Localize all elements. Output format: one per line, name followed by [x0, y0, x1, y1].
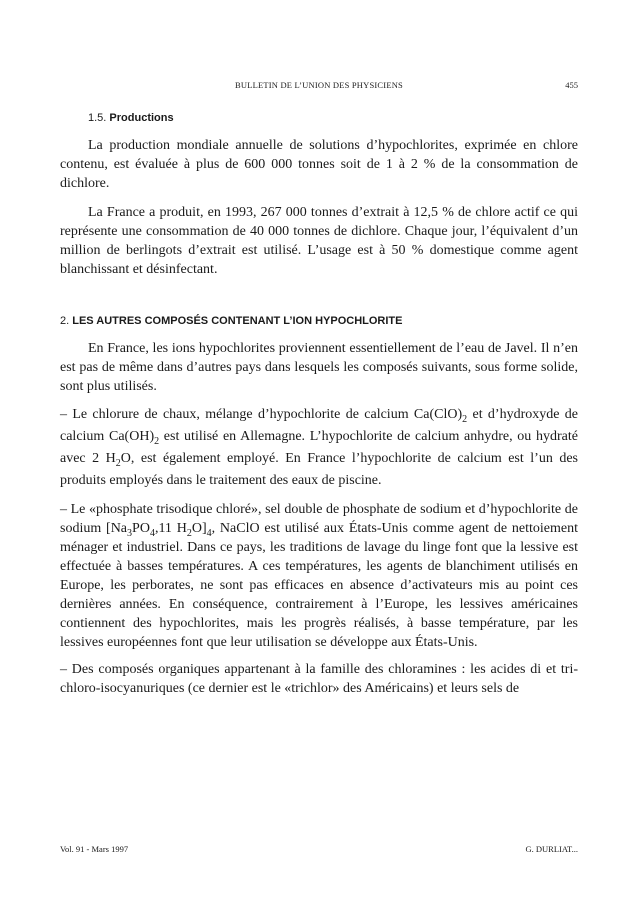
text-run: , NaClO est utilisé aux États-Unis comme agent de nettoiement ménager et industriel. Dans ce pays, les traditions de lavage du linge font que la lessive est effectuée à basses températures. A ces températures, les agents de blanchiment utilisés en Europe, les perborates, ne sont pas efficaces en absence d’activateurs mis au point ces dernières années. En conséquence, contrairement à l’Europe, les lessives américaines contiennent des hypochlorites, mais les progrès réalisés, à basse température, par les lessives européennes font que leur utilisation se développe aux États-Unis. [60, 521, 578, 650]
subsection-title: Productions [109, 112, 174, 124]
text-run: O, est également employé. En France l’hypochlorite de calcium est l’un des produits employés dans le traitement des eaux de piscine. [60, 451, 578, 488]
page-header [60, 80, 578, 96]
paragraph-intro: En France, les ions hypochlorites proviennent essentiellement de l’eau de Javel. Il n’en est pas de même dans d’autres pays dans lesquels les composés suivants, sous forme solide, sont plus utilisés. [60, 341, 578, 394]
subscript: 4 [206, 527, 212, 539]
footer-author: G. DURLIAT... [525, 844, 578, 854]
subscript: 2 [186, 527, 192, 539]
subscript: 4 [149, 527, 155, 539]
text-run: PO [132, 521, 150, 536]
subscript: 2 [115, 457, 121, 469]
text-run: et d’hydroxyde de calcium Ca(OH) [60, 407, 578, 444]
section-heading [60, 313, 578, 329]
text-run: ,11 H [154, 521, 187, 536]
subscript: 2 [462, 413, 468, 425]
paragraph-production-france: La France a produit, en 1993, 267 000 tonnes d’extrait à 12,5 % de chlore actif ce qui représente une consommation de 40 000 tonnes de dichlore. Chaque jour, l’équivalent d’un million de berlingots d’extrait est utilisé. L’usage est à 50 % domestique comme agent blanchissant et désinfectant. [60, 205, 578, 277]
subsection-number: 1.5. [88, 112, 107, 124]
footer-volume: Vol. 91 - Mars 1997 [60, 844, 129, 854]
text-run: O] [191, 521, 207, 536]
section-number: 2. [60, 315, 70, 327]
paragraph-production-mondiale: La production mondiale annuelle de solutions d’hypochlorites, exprimée en chlore contenu, est évaluée à plus de 600 000 tonnes soit de 1 à 2 % de la consommation de dichlore. [60, 138, 578, 191]
page-footer [60, 844, 578, 858]
page-number: 455 [565, 80, 578, 90]
subscript: 2 [154, 435, 160, 447]
list-item-composes-organiques: – Des composés organiques appartenant à la famille des chloramines : les acides di et tri-chloro-isocyanuriques (ce dernier est le «trichlor» des Américains) et leurs sels de [60, 662, 578, 696]
subsection-heading [88, 110, 578, 126]
list-item-phosphate-trisodique [60, 500, 578, 652]
bulletin-title: BULLETIN DE L’UNION DES PHYSICIENS [235, 80, 403, 90]
text-run: – Le chlorure de chaux, mélange d’hypochlorite de calcium Ca(ClO) [60, 407, 463, 422]
subscript: 3 [127, 527, 133, 539]
text-run: est utilisé en Allemagne. L’hypochlorite de calcium anhydre, ou hydraté avec 2 H [60, 429, 578, 466]
text-run: – Le «phosphate trisodique chloré», sel double de phosphate de sodium et d’hypochlorite de sodium [Na [60, 502, 578, 536]
page-content [60, 110, 578, 698]
section-title: LES AUTRES COMPOSÉS CONTENANT L’ION HYPOCHLORITE [72, 315, 403, 327]
list-item-chlorure-de-chaux [60, 404, 578, 492]
